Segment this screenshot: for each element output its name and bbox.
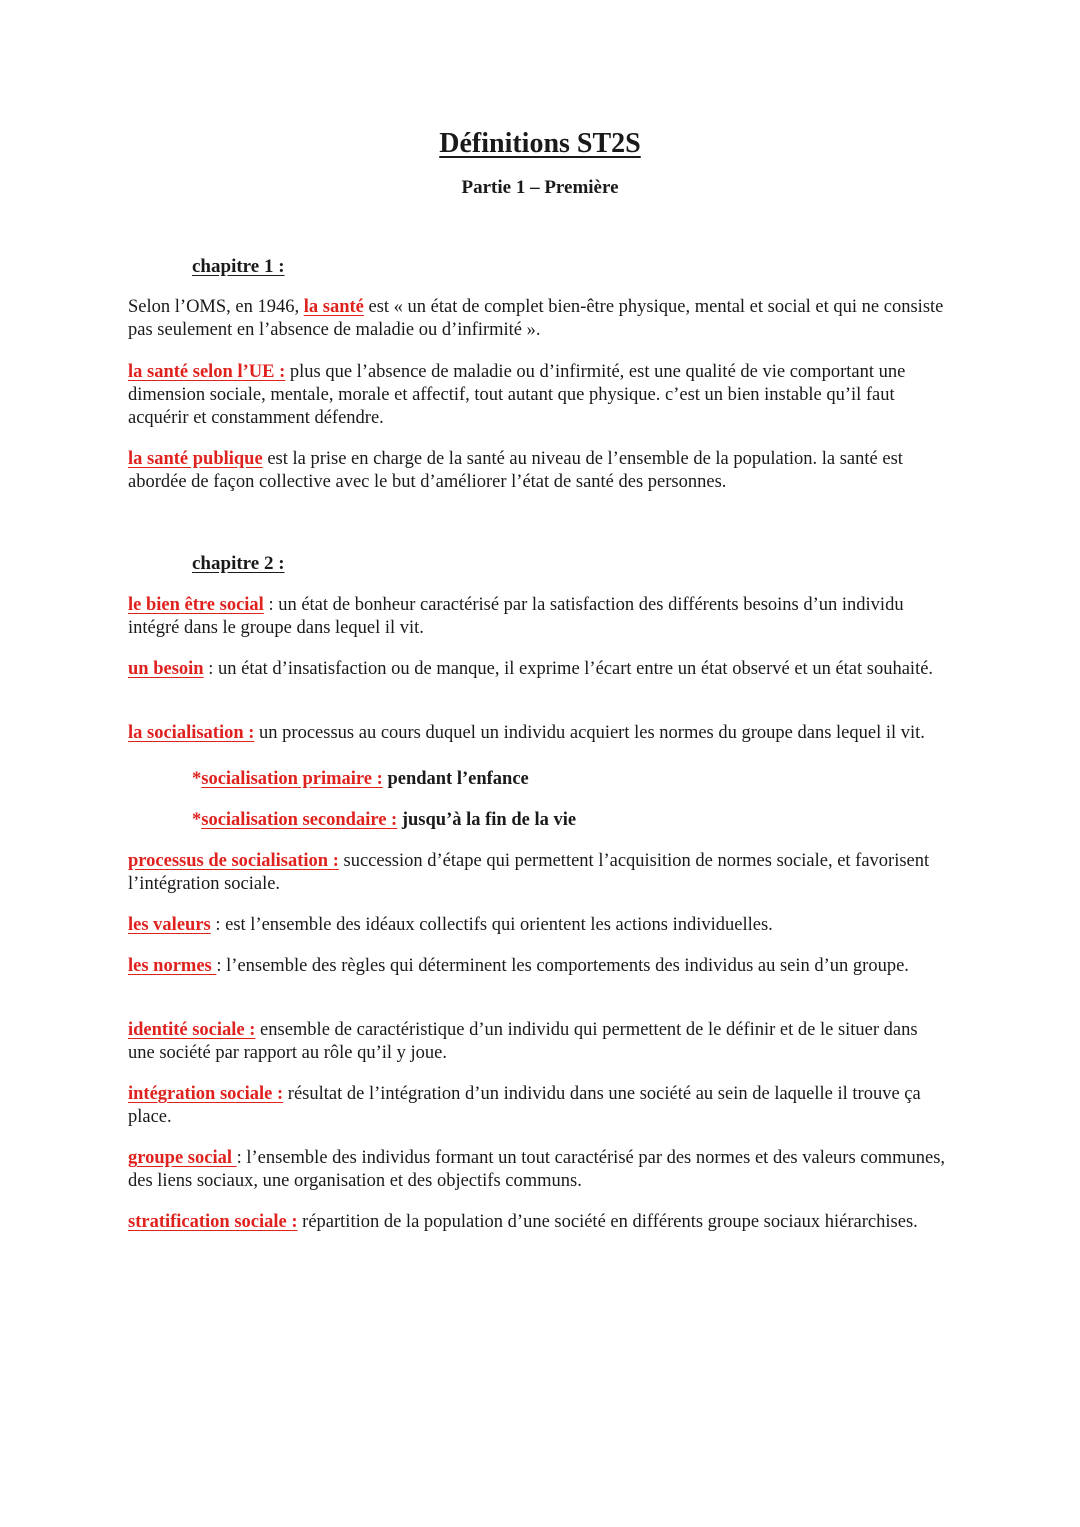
definition-text: un processus au cours duquel un individu acquiert les normes du groupe dans lequel il vit.	[254, 723, 925, 743]
definition-text: : un état de bonheur caractérisé par la satisfaction des différents besoins d’un individu intégré dans le groupe dans lequel il vit.	[128, 595, 904, 638]
definition-term: les normes	[128, 956, 217, 976]
definition-text: succession d’étape qui permettent l’acquisition de normes sociale, et favorisent l’intégration sociale.	[128, 851, 930, 894]
definition-term: le bien être social	[128, 595, 264, 615]
document-title: Définitions ST2S	[439, 128, 641, 159]
definition-term: identité sociale :	[128, 1020, 256, 1040]
definition-sante-ue	[128, 361, 948, 430]
definition-sante-oms	[128, 296, 948, 342]
definition-besoin	[128, 658, 948, 681]
definition-sante-publique	[128, 448, 948, 494]
definition-integration-sociale	[128, 1083, 948, 1129]
bullet-star: *	[192, 810, 202, 830]
definition-term: la socialisation :	[128, 723, 255, 743]
definition-term: les valeurs	[128, 915, 211, 935]
definition-term: stratification sociale :	[128, 1212, 298, 1232]
chapter-1-heading: chapitre 1 :	[192, 256, 285, 277]
definition-text: : l’ensemble des règles qui déterminent les comportements des individus au sein d’un groupe.	[216, 956, 909, 976]
definition-text: jusqu’à la fin de la vie	[397, 810, 577, 830]
definition-groupe-social	[128, 1147, 948, 1193]
definition-text: : l’ensemble des individus formant un tout caractérisé par des normes et des valeurs communes, des liens sociaux, une organisation et des objectifs communs.	[128, 1148, 946, 1191]
document-subtitle: Partie 1 – Première	[461, 177, 619, 198]
definition-term: un besoin	[128, 659, 204, 679]
definition-text: ensemble de caractéristique d’un individu qui permettent de le définir et de le situer dans une société par rapport au rôle qu’il y joue.	[128, 1020, 918, 1063]
definition-identite-sociale	[128, 1019, 948, 1065]
definition-text: plus que l’absence de maladie ou d’infirmité, est une qualité de vie comportant une dimension sociale, mentale, morale et affectif, tout autant que physique. c’est un bien instable qu’il faut acquérir et constamment défendre.	[128, 362, 906, 428]
definition-text: pendant l’enfance	[382, 769, 529, 789]
definition-term: intégration sociale :	[128, 1084, 284, 1104]
definition-valeurs	[128, 914, 948, 937]
definition-term: socialisation primaire :	[201, 769, 383, 789]
definition-text: : un état d’insatisfaction ou de manque, il exprime l’écart entre un état observé et un état souhaité.	[203, 659, 934, 679]
definition-text: est la prise en charge de la santé au niveau de l’ensemble de la population. la santé est abordée de façon collective avec le but d’améliorer l’état de santé des personnes.	[128, 449, 903, 492]
chapter-2-heading: chapitre 2 :	[192, 553, 285, 574]
definition-term: socialisation secondaire :	[201, 810, 398, 830]
definition-normes	[128, 955, 948, 978]
bullet-star: *	[192, 769, 202, 789]
definition-socialisation	[128, 722, 948, 745]
definition-stratification-sociale	[128, 1211, 948, 1234]
definition-term: la santé publique	[128, 449, 263, 469]
definition-term: la santé selon l’UE :	[128, 362, 286, 382]
definition-text: : est l’ensemble des idéaux collectifs qui orientent les actions individuelles.	[210, 915, 773, 935]
definition-intro: Selon l’OMS, en 1946,	[128, 297, 304, 317]
definition-bien-etre-social	[128, 594, 948, 640]
subdefinition-socialisation-primaire	[192, 768, 952, 791]
definition-text: répartition de la population d’une société en différents groupe sociaux hiérarchises.	[297, 1212, 918, 1232]
definition-text: est « un état de complet bien-être physique, mental et social et qui ne consiste pas seulement en l’absence de maladie ou d’infirmité ».	[128, 297, 944, 340]
definition-term: processus de socialisation :	[128, 851, 339, 871]
definition-processus-socialisation	[128, 850, 948, 896]
definition-term: la santé	[303, 297, 364, 317]
subdefinition-socialisation-secondaire	[192, 809, 952, 832]
definition-text: résultat de l’intégration d’un individu dans une société au sein de laquelle il trouve ça place.	[128, 1084, 921, 1127]
definition-term: groupe social	[128, 1148, 237, 1168]
